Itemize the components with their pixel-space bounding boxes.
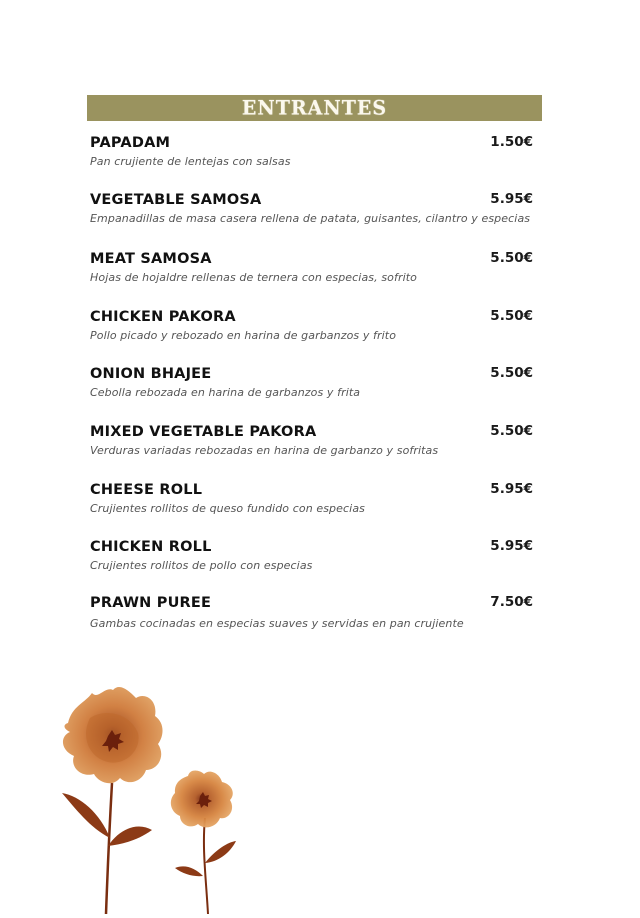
item-name: MIXED VEGETABLE PAKORA [90,424,317,440]
item-name: PAPADAM [90,135,171,151]
menu-item [90,424,535,474]
item-price: 5.95€ [490,538,533,554]
item-price: 5.50€ [490,250,533,266]
section-title: ENTRANTES [241,96,388,120]
menu-item [90,482,535,532]
menu-item [90,539,535,589]
item-description: Hojas de hojaldre rellenas de ternera con especias, sofrito [90,271,417,284]
item-price: 5.95€ [490,191,533,207]
item-name: CHICKEN ROLL [90,539,212,555]
item-price: 5.50€ [490,365,533,381]
item-name: ONION BHAJEE [90,366,212,382]
item-price: 5.50€ [490,423,533,439]
item-price: 7.50€ [490,594,533,610]
item-description: Empanadillas de masa casera rellena de patata, guisantes, cilantro y especias [90,212,531,225]
item-name: CHICKEN PAKORA [90,309,236,325]
item-name: VEGETABLE SAMOSA [90,192,262,208]
menu-item [90,251,535,301]
flowers-illustration-icon [50,678,260,914]
item-description: Verduras variadas rebozadas en harina de garbanzo y sofritas [90,444,439,457]
item-description: Pan crujiente de lentejas con salsas [90,155,291,168]
item-price: 1.50€ [490,134,533,150]
item-description: Pollo picado y rebozado en harina de garbanzos y frito [90,329,397,342]
item-name: MEAT SAMOSA [90,251,212,267]
menu-item [90,595,535,645]
item-price: 5.50€ [490,308,533,324]
menu-item [90,366,535,416]
menu-item [90,192,535,242]
menu-item [90,135,535,185]
menu-item [90,309,535,359]
item-description: Cebolla rebozada en harina de garbanzos y frita [90,386,361,399]
section-banner [87,95,542,121]
item-price: 5.95€ [490,481,533,497]
item-description: Crujientes rollitos de pollo con especias [90,559,313,572]
item-name: CHEESE ROLL [90,482,203,498]
item-name: PRAWN PUREE [90,595,212,611]
item-description: Gambas cocinadas en especias suaves y servidas en pan crujiente [90,617,464,630]
item-description: Crujientes rollitos de queso fundido con especias [90,502,365,515]
